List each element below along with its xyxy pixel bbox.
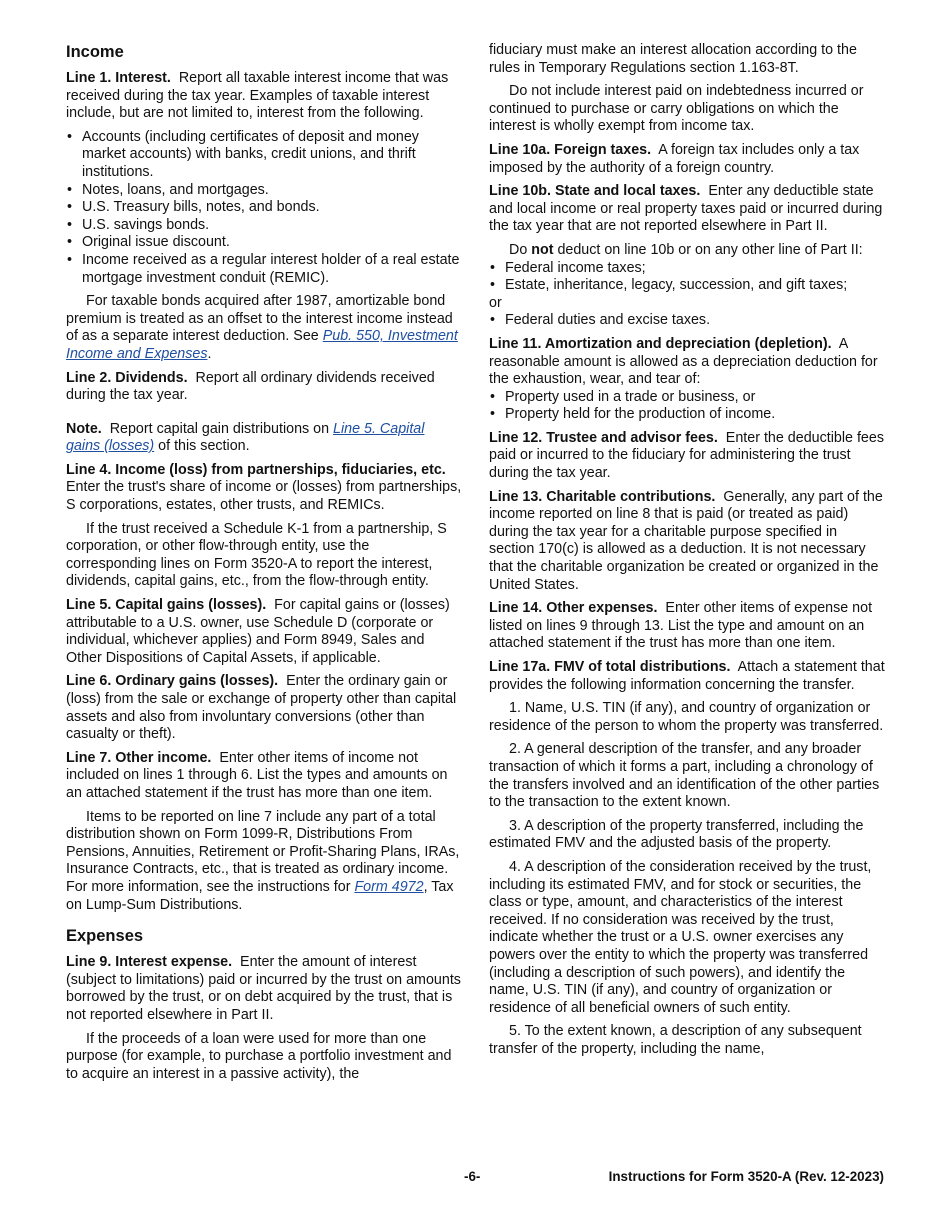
line17a-heading: Line 17a. FMV of total distributions. [489, 659, 731, 675]
line9-heading: Line 9. Interest expense. [66, 954, 233, 971]
do-not-deduct-paragraph: Do not deduct on line 10b or on any other line of Part II: [509, 241, 863, 258]
right-column [489, 42, 885, 1064]
list-item: • U.S. Treasury bills, notes, and bonds. [66, 199, 462, 217]
list-item: • Original issue discount. [66, 234, 462, 252]
list-item: • Property used in a trade or business, or [489, 389, 885, 407]
list-item: • Federal duties and excise taxes. [489, 312, 885, 330]
line17a-item-3: 3. A description of the property transferred, including the estimated FMV and the adjusted basis of the property. [489, 817, 864, 852]
line9-loan-paragraph: If the proceeds of a loan were used for more than one purpose (for example, to purchase a portfolio investment and to acquire an interest in a passive activity), the [66, 1030, 452, 1082]
list-item: • U.S. savings bonds. [66, 217, 462, 235]
line1-bullet-list [66, 129, 462, 287]
pub-550-link[interactable]: Pub. 550, Investment Income and Expenses [66, 328, 458, 362]
list-item: • Notes, loans, and mortgages. [66, 182, 462, 200]
line12-heading: Line 12. Trustee and advisor fees. [489, 429, 718, 446]
line2-heading: Line 2. Dividends. [66, 369, 188, 386]
line17a-paragraph: Line 17a. FMV of total distributions. Attach a statement that provides the following information concerning the transfer. [489, 659, 885, 693]
line2-paragraph: Line 2. Dividends. Report all ordinary dividends received during the tax year. [66, 369, 435, 404]
line7-heading: Line 7. Other income. [66, 749, 212, 766]
line13-heading: Line 13. Charitable contributions. [489, 488, 716, 505]
line10b-bullet-list-2 [489, 312, 885, 330]
line5-capital-gains-link[interactable]: Line 5. Capital gains (losses) [66, 420, 425, 455]
expenses-heading: Expenses [66, 927, 144, 946]
bond-premium-paragraph: For taxable bonds acquired after 1987, amortizable bond premium is treated as an offset to the interest income instead of as a separate interest deduction. See Pub. 550, Investment Income and Expenses. [66, 293, 458, 362]
line7-items-paragraph: Items to be reported on line 7 include any part of a total distribution shown on Form 1099-R, Distributions From Pensions, Annuities, Retirement or Profit-Sharing Plans, IRAs, Insurance Contracts, etc., that is treated as ordinary income. For more information, see the instructions for Form 4972, Tax on Lump-Sum Distributions. [66, 808, 460, 913]
line17a-item-2: 2. A general description of the transfer, and any broader transaction of which it forms a part, including a chronology of the transfers involved and an identification of the other parties to the transaction to the extent known. [489, 741, 880, 811]
list-item: • Income received as a regular interest holder of a real estate mortgage investment conduit (REMIC). [66, 252, 462, 287]
line12-paragraph: Line 12. Trustee and advisor fees. Enter the deductible fees paid or incurred to the fiduciary for administering the trust during the tax year. [489, 429, 884, 482]
line14-heading: Line 14. Other expenses. [489, 600, 658, 617]
line10b-bullet-list [489, 260, 885, 295]
line17a-item-5: 5. To the extent known, a description of any subsequent transfer of the property, including the name, [489, 1023, 862, 1057]
line10b-paragraph: Line 10b. State and local taxes. Enter any deductible state and local income or real property taxes paid or incurred during the tax year that are not reported elsewhere in Part II. [489, 183, 883, 235]
line5-heading: Line 5. Capital gains (losses). [66, 597, 267, 614]
page-number: -6- [464, 1169, 481, 1184]
line7-paragraph: Line 7. Other income. Enter other items of income not included on lines 1 through 6. List the types and amounts on an attached statement if the trust has more than one item. [66, 749, 448, 801]
line4-paragraph: Line 4. Income (loss) from partnerships, fiduciaries, etc. Enter the trust's share of income or (losses) from partnerships, S corporations, estates, other trusts, and REMICs. [66, 461, 462, 514]
form-4972-link[interactable]: Form 4972 [354, 878, 424, 895]
line17a-item-4: 4. A description of the consideration received by the trust, including its estimated FMV, and for stock or securities, the class or type, amount, and characteristics of the interest received. If no consideration was received by the trust, indicate whether the trust or a U.S. owner exercises any powers over the entity to which the property was transferred (including a description of such powers), and identify the name, U.S. TIN (if any), and country of organization or residence of all beneficial owners of such entity. [489, 858, 872, 1016]
line10b-heading: Line 10b. State and local taxes. [489, 183, 701, 200]
footer-title: Instructions for Form 3520-A (Rev. 12-2023) [608, 1169, 884, 1184]
line17a-item-1: 1. Name, U.S. TIN (if any), and country of organization or residence of the person to whom the property was transferred. [489, 700, 884, 734]
line1-heading: Line 1. Interest. [66, 70, 171, 86]
list-item: • Estate, inheritance, legacy, succession, and gift taxes; [489, 277, 885, 295]
line11-paragraph: Line 11. Amortization and depreciation (depletion). A reasonable amount is allowed as a depreciation deduction for the exhaustion, wear, and tear of: [489, 335, 878, 388]
continued-paragraph: fiduciary must make an interest allocation according to the rules in Temporary Regulations section 1.163-8T. [489, 42, 857, 76]
line9-paragraph: Line 9. Interest expense. Enter the amount of interest (subject to limitations) paid or incurred by the trust on amounts borrowed by the trust, or on debt acquired by the trust, that is not reported elsewhere in Part II. [66, 954, 461, 1023]
line11-heading: Line 11. Amortization and depreciation (depletion). [489, 335, 832, 352]
left-column [66, 42, 462, 1089]
line1-paragraph: Line 1. Interest. Report all taxable interest income that was received during the tax year. Examples of taxable interest include, but are not limited to, interest from the following. [66, 70, 449, 122]
exempt-interest-paragraph: Do not include interest paid on indebtedness incurred or continued to purchase or carry obligations on which the interest is wholly exempt from income tax. [489, 83, 864, 135]
income-heading: Income [66, 43, 124, 61]
line10a-paragraph: Line 10a. Foreign taxes. A foreign tax includes only a tax imposed by the authority of a foreign country. [489, 141, 860, 176]
list-item: • Accounts (including certificates of deposit and money market accounts) with banks, credit unions, and thrift institutions. [66, 129, 462, 182]
line6-paragraph: Line 6. Ordinary gains (losses). Enter the ordinary gain or (loss) from the sale or exchange of property other than capital assets and also from involuntary conversions (other than casualty or theft). [66, 673, 457, 743]
note-paragraph: Note. Report capital gain distributions on Line 5. Capital gains (losses) of this section. [66, 420, 425, 455]
list-item: • Property held for the production of income. [489, 406, 885, 424]
list-item: • Federal income taxes; [489, 260, 885, 278]
line4-k1-paragraph: If the trust received a Schedule K-1 from a partnership, S corporation, or other flow-through entity, use the corresponding lines on Form 3520-A to report the interest, dividends, capital gains, etc., from the flow-through entity. [66, 520, 447, 590]
note-heading: Note. [66, 420, 102, 437]
line11-bullet-list [489, 389, 885, 424]
line13-paragraph: Line 13. Charitable contributions. Generally, any part of the income reported on line 8 that is paid (or treated as paid) during the tax year for a charitable purpose specified in section 170(c) is allowed as a deduction. It is not necessary that the charitable organization be created or organized in the United States. [489, 488, 883, 593]
line14-paragraph: Line 14. Other expenses. Enter other items of expense not listed on lines 9 through 13. List the type and amount on an attached statement if the trust has more than one item. [489, 600, 873, 652]
or-text: or [489, 294, 502, 311]
line10a-heading: Line 10a. Foreign taxes. [489, 141, 652, 158]
line4-heading: Line 4. Income (loss) from partnerships, fiduciaries, etc. [66, 461, 446, 478]
line5-paragraph: Line 5. Capital gains (losses). For capital gains or (losses) attributable to a U.S. owner, use Schedule D (corporate or individual, whichever applies) and Form 8949, Sales and Other Dispositions of Capital Assets, if applicable. [66, 597, 450, 666]
line6-heading: Line 6. Ordinary gains (losses). [66, 673, 279, 690]
